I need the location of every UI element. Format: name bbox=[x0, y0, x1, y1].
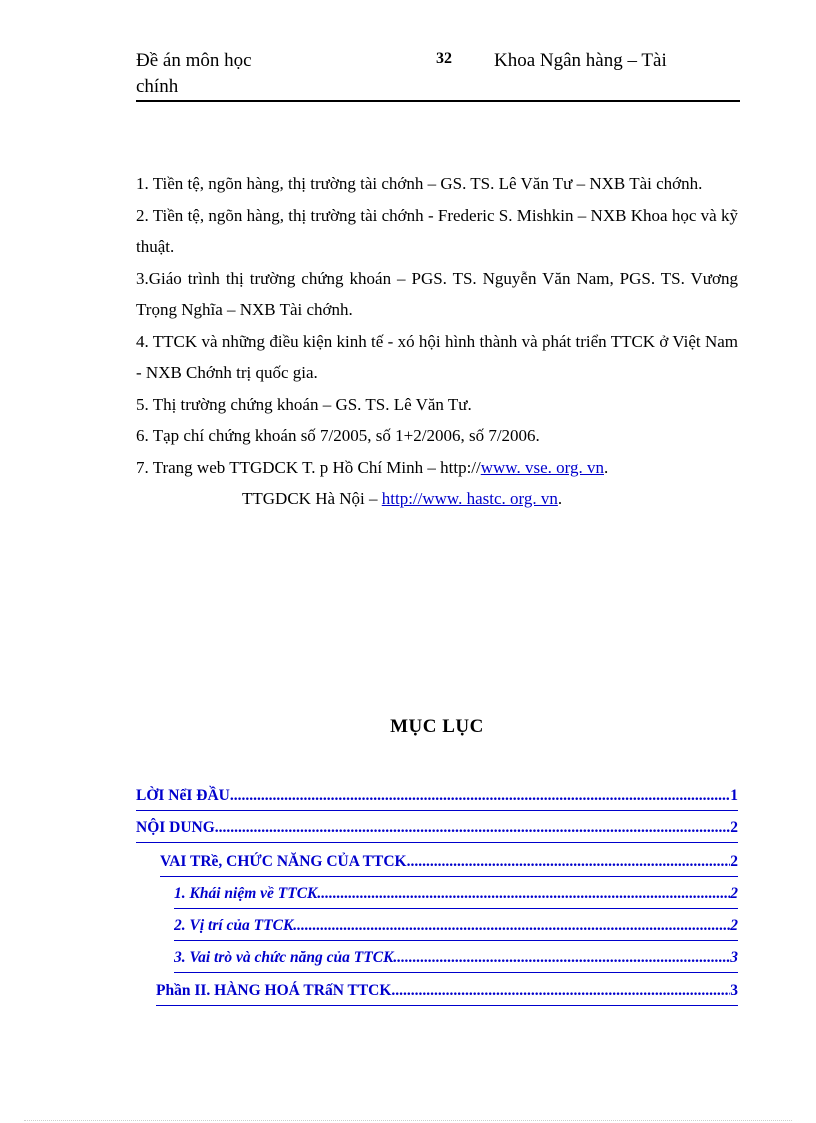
toc-entry-intro[interactable] bbox=[136, 784, 738, 811]
toc-entry-page: 2 bbox=[730, 819, 738, 836]
header-left-line1: Đề án môn học bbox=[136, 50, 252, 71]
toc-entry-label: VAI TRề, CHỨC NĂNG CỦA TTCK bbox=[160, 853, 407, 870]
page-bottom-divider bbox=[24, 1120, 792, 1121]
reference-item: 2. Tiền tệ, ngõn hàng, thị trường tài chớnh - Frederic S. Mishkin – NXB Khoa học và kỹ thuật. bbox=[136, 205, 738, 256]
toc-entry-position[interactable] bbox=[174, 914, 738, 941]
hose-website-link[interactable]: www. vse. org. vn bbox=[480, 457, 604, 477]
toc-entry-label: Phần II. HÀNG HOÁ TRấN TTCK. bbox=[156, 982, 396, 999]
toc-leader-dots bbox=[393, 946, 730, 970]
reference-text: TTGDCK Hà Nội – bbox=[242, 489, 382, 508]
reference-punct: . bbox=[557, 489, 563, 508]
header-course-title bbox=[136, 48, 336, 100]
toc-title: MỤC LỤC bbox=[390, 716, 484, 737]
toc-entry-label: 2. Vị trí của TTCK bbox=[174, 917, 294, 934]
reference-item: 1. Tiền tệ, ngõn hàng, thị trường tài chớnh – GS. TS. Lê Văn Tư – NXB Tài chớnh. bbox=[136, 174, 703, 193]
toc-leader-dots bbox=[317, 882, 730, 906]
page-number: 32 bbox=[436, 50, 452, 67]
reference-item: 3.Giáo trình thị trường chứng khoán – PGS. TS. Nguyễn Văn Nam, PGS. TS. Vương Trọng Nghĩa – NXB Tài chớnh. bbox=[136, 268, 738, 319]
toc-entry-content[interactable] bbox=[136, 816, 738, 843]
toc-leader-dots bbox=[215, 816, 730, 840]
toc-entry-section-role[interactable] bbox=[160, 850, 738, 877]
reference-item: 5. Thị trường chứng khoán – GS. TS. Lê Văn Tư. bbox=[136, 394, 472, 414]
reference-item-web-2 bbox=[136, 483, 738, 515]
toc-entry-page: 3 bbox=[730, 982, 738, 999]
toc-entry-page: 2 bbox=[730, 885, 738, 902]
toc-leader-dots bbox=[293, 914, 730, 938]
reference-item: 6. Tạp chí chứng khoán số 7/2005, số 1+2/2006, số 7/2006. bbox=[136, 426, 540, 445]
reference-punct: . bbox=[604, 457, 609, 477]
toc-entry-page: 2 bbox=[730, 917, 738, 934]
toc-entry-label: NỘI DUNG bbox=[136, 819, 215, 836]
toc-entry-label: 3. Vai trò và chức năng của TTCK bbox=[174, 949, 394, 966]
reference-item-web bbox=[136, 452, 738, 484]
reference-text: 7. Trang web TTGDCK T. p Hồ Chí Minh – http:// bbox=[136, 457, 481, 477]
header-faculty: Khoa Ngân hàng – Tài bbox=[494, 50, 667, 71]
header-left-line2: chính bbox=[136, 76, 179, 97]
toc-entry-page: 1 bbox=[730, 787, 738, 804]
toc-entry-page: 3 bbox=[730, 949, 738, 966]
references-list bbox=[136, 168, 738, 515]
toc-entry-page: 2 bbox=[730, 853, 738, 870]
toc-entry-label: 1. Khái niệm về TTCK bbox=[174, 885, 318, 902]
toc-leader-dots bbox=[395, 979, 730, 1003]
hastc-website-link[interactable]: http://www. hastc. org. vn bbox=[381, 489, 558, 508]
toc-entry-functions[interactable] bbox=[174, 946, 738, 973]
toc-leader-dots bbox=[407, 850, 731, 874]
toc-entry-part-2[interactable] bbox=[156, 979, 738, 1006]
toc-leader-dots bbox=[230, 784, 730, 808]
toc-entry-concept[interactable] bbox=[174, 882, 738, 909]
reference-item: 4. TTCK và những điều kiện kinh tế - xó hội hình thành và phát triển TTCK ở Việt Nam - NXB Chớnh trị quốc gia. bbox=[136, 331, 738, 382]
toc-entry-label: LỜI NểI ĐẦU bbox=[136, 787, 230, 804]
page-header bbox=[136, 48, 740, 102]
